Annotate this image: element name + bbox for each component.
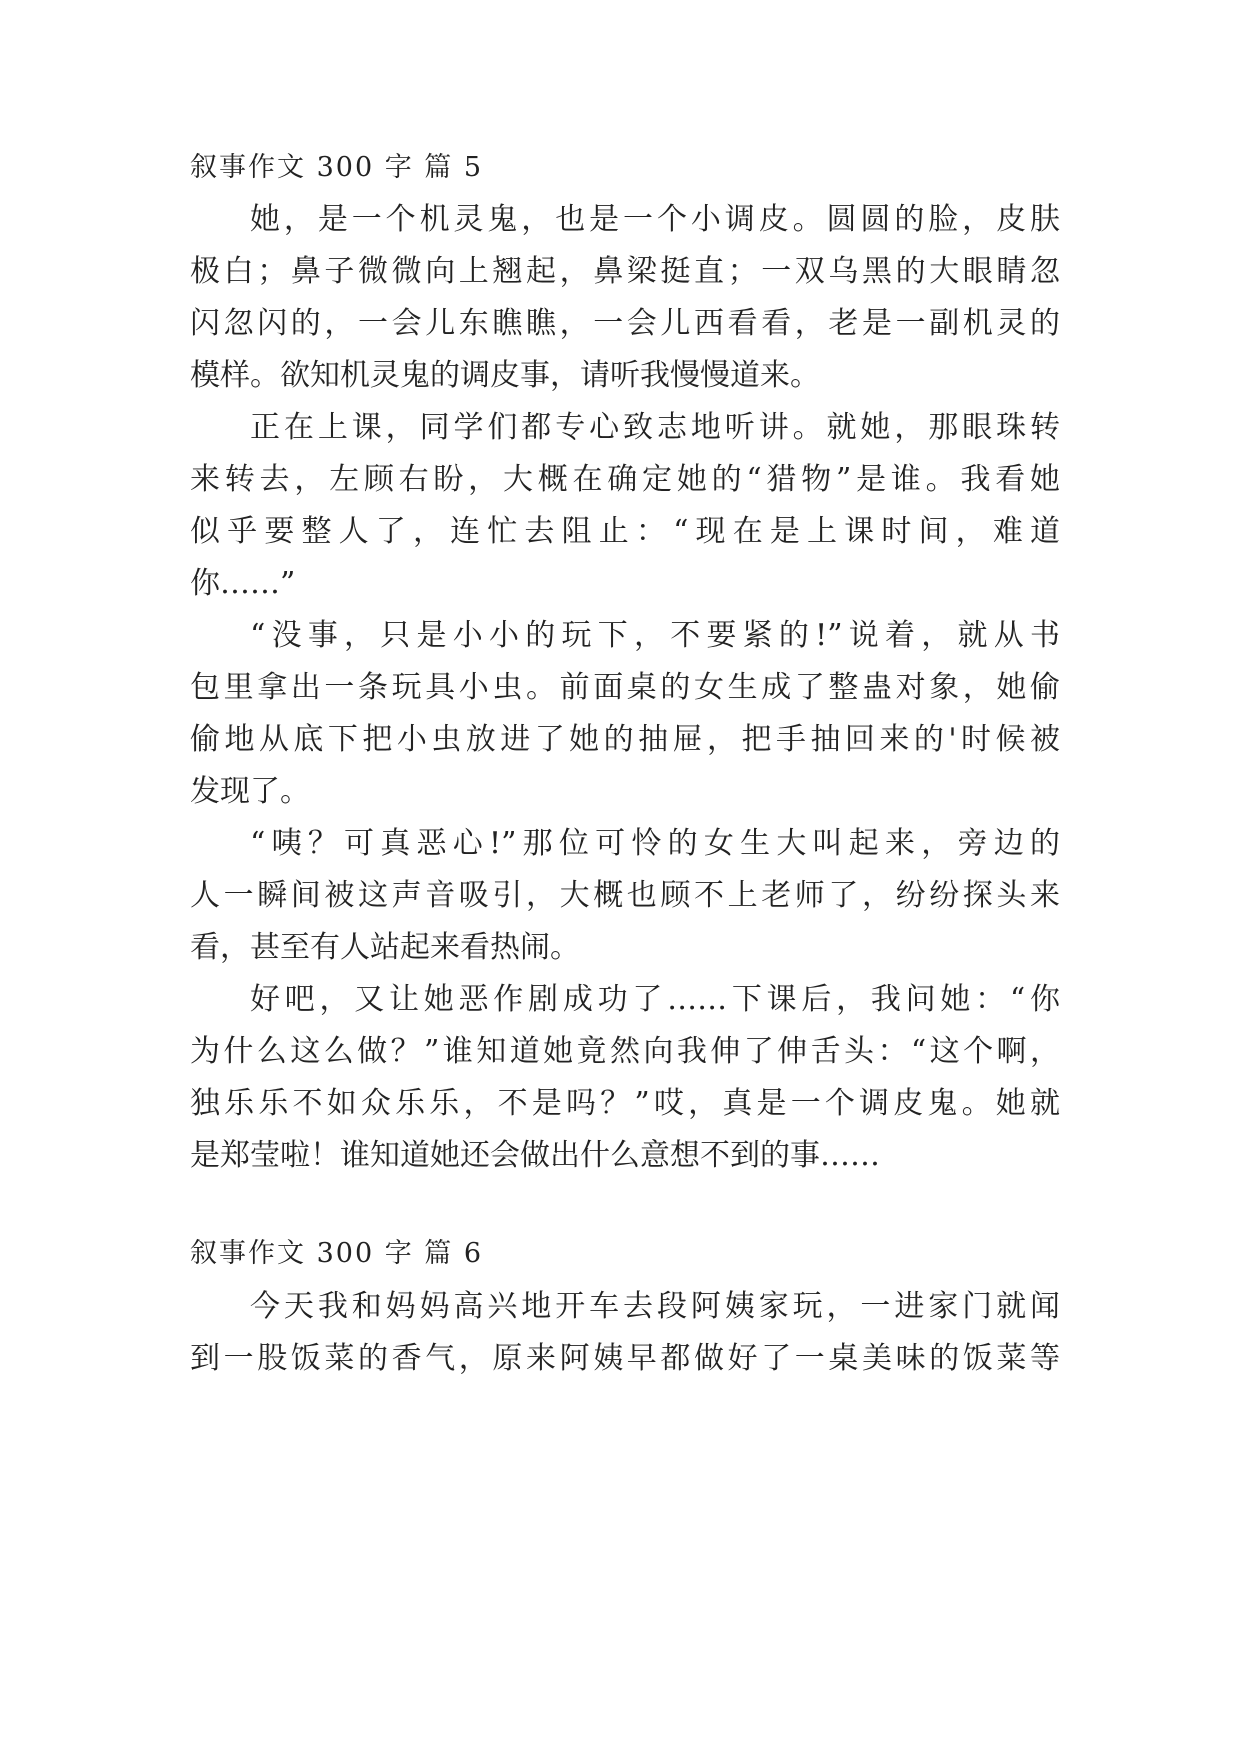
paragraph-line: 独乐乐不如众乐乐，不是吗？”哎，真是一个调皮鬼。她就: [190, 1086, 1060, 1121]
paragraph-line: 你……”: [190, 566, 296, 601]
paragraph-line: 正在上课，同学们都专心致志地听讲。就她，那眼珠转: [250, 410, 1060, 445]
section-heading: 叙事作文 300 字 篇 6: [190, 1238, 484, 1269]
paragraph-line: 是郑莹啦！谁知道她还会做出什么意想不到的事……: [190, 1138, 880, 1173]
paragraph-line: 到一股饭菜的香气，原来阿姨早都做好了一桌美味的饭菜等: [190, 1341, 1060, 1376]
paragraph-line: 极白；鼻子微微向上翘起，鼻梁挺直；一双乌黑的大眼睛忽: [190, 254, 1060, 289]
paragraph-line: 似乎要整人了，连忙去阻止：“现在是上课时间，难道: [190, 514, 1060, 549]
paragraph-line: 今天我和妈妈高兴地开车去段阿姨家玩，一进家门就闻: [250, 1289, 1060, 1324]
paragraph-line: 发现了。: [190, 774, 310, 809]
paragraph-line: 包里拿出一条玩具小虫。前面桌的女生成了整蛊对象，她偷: [190, 670, 1060, 705]
paragraph-line: 看，甚至有人站起来看热闹。: [190, 930, 580, 965]
paragraph-line: 模样。欲知机灵鬼的调皮事，请听我慢慢道来。: [190, 358, 820, 393]
paragraph-line: 来转去，左顾右盼，大概在确定她的“猎物”是谁。我看她: [190, 462, 1060, 497]
paragraph-line: 闪忽闪的，一会儿东瞧瞧，一会儿西看看，老是一副机灵的: [190, 306, 1060, 341]
paragraph-line: “咦？可真恶心!”那位可怜的女生大叫起来，旁边的: [250, 826, 1060, 861]
paragraph-line: 好吧，又让她恶作剧成功了……下课后，我问她：“你: [250, 982, 1060, 1017]
paragraph-line: 她，是一个机灵鬼，也是一个小调皮。圆圆的脸，皮肤: [250, 202, 1060, 237]
section-heading: 叙事作文 300 字 篇 5: [190, 152, 484, 183]
paragraph-line: 为什么这么做？”谁知道她竟然向我伸了伸舌头：“这个啊，: [190, 1034, 1060, 1069]
paragraph-line: 人一瞬间被这声音吸引，大概也顾不上老师了，纷纷探头来: [190, 878, 1060, 913]
paragraph-line: “没事，只是小小的玩下，不要紧的!”说着，就从书: [250, 618, 1060, 653]
paragraph-line: 偷地从底下把小虫放进了她的抽屉，把手抽回来的'时候被: [190, 722, 1060, 757]
